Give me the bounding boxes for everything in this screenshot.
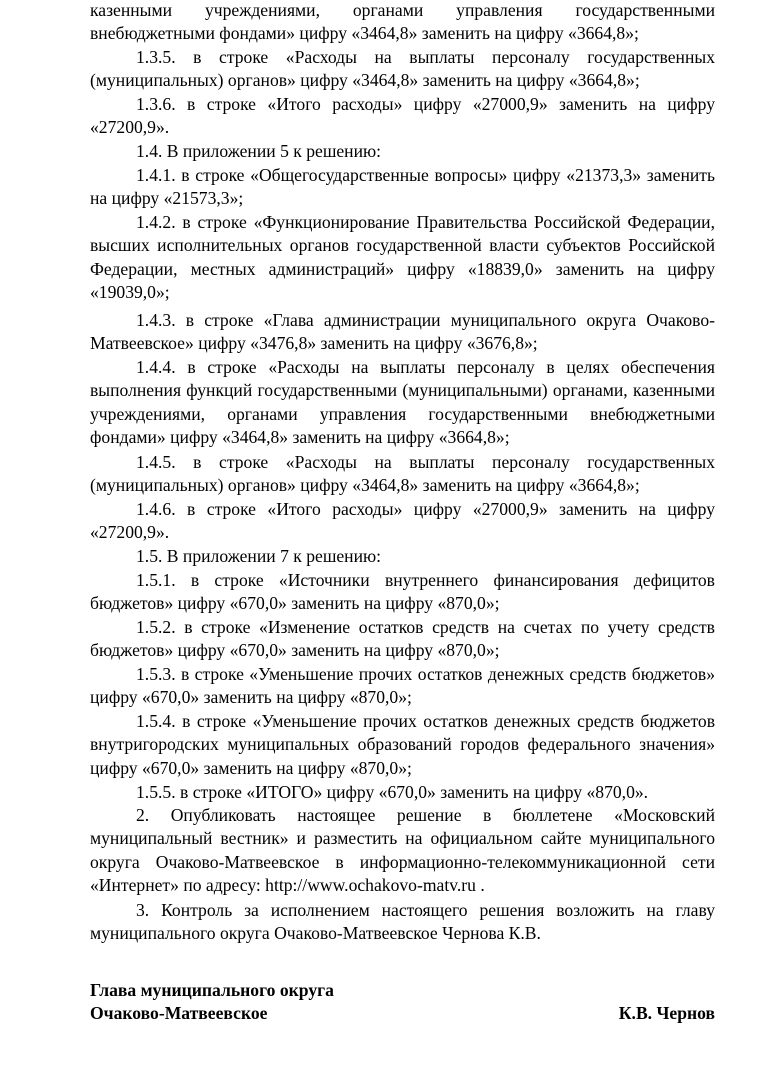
signature-name: К.В. Чернов [618, 1003, 715, 1024]
paragraph-1-5: 1.5. В приложении 7 к решению: [136, 546, 382, 566]
paragraph-1-5-2: 1.5.2. в строке «Изменение остатков средств на счетах по учету средств бюджетов» цифру «670,0» заменить на цифру «870,0»; [90, 617, 715, 661]
paragraph-2: 2. Опубликовать настоящее решение в бюллетене «Московский муниципальный вестник» и разместить на официальном сайте муниципального округа Очаково-Матвеевское в информационно-телекоммуникационной сети «Интернет» по адресу: http://www.ochakovo-matv.ru . [90, 805, 715, 896]
signature-block [90, 979, 715, 1026]
paragraph-1-3-5: 1.3.5. в строке «Расходы на выплаты персоналу государственных (муниципальных) органов» цифру «3464,8» заменить на цифру «3664,8»; [90, 47, 715, 91]
paragraph-1-5-1: 1.5.1. в строке «Источники внутреннего финансирования дефицитов бюджетов» цифру «670,0» заменить на цифру «870,0»; [90, 570, 715, 614]
paragraph-1-5-3: 1.5.3. в строке «Уменьшение прочих остатков денежных средств бюджетов» цифру «670,0» заменить на цифру «870,0»; [90, 664, 715, 708]
paragraph-1-4-1: 1.4.1. в строке «Общегосударственные вопросы» цифру «21373,3» заменить на цифру «21573,3»; [90, 165, 715, 209]
paragraph-1-4-5: 1.4.5. в строке «Расходы на выплаты персоналу государственных (муниципальных) органов» цифру «3464,8» заменить на цифру «3664,8»; [90, 452, 715, 496]
paragraph-1-4-2: 1.4.2. в строке «Функционирование Правительства Российской Федерации, высших исполнительных органов государственной власти субъектов Российской Федерации, местных администраций» цифру «18839,0» заменить на цифру «19039,0»; [90, 212, 715, 303]
paragraph-1-4-4: 1.4.4. в строке «Расходы на выплаты персоналу в целях обеспечения выполнения функций государственными (муниципальными) органами, казенными учреждениями, органами управления государственными внебюджетными фондами» цифру «3464,8» заменить на цифру «3664,8»; [90, 357, 715, 448]
paragraph-1-4-6: 1.4.6. в строке «Итого расходы» цифру «27000,9» заменить на цифру «27200,9». [90, 499, 715, 543]
paragraph-3: 3. Контроль за исполнением настоящего решения возложить на главу муниципального округа Очаково-Матвеевское Чернова К.В. [90, 900, 715, 944]
paragraph-continuation: казенными учреждениями, органами управления государственными внебюджетными фондами» цифру «3464,8» заменить на цифру «3664,8»; [90, 0, 715, 44]
paragraph-1-3-6: 1.3.6. в строке «Итого расходы» цифру «27000,9» заменить на цифру «27200,9». [90, 94, 715, 138]
signature-title-line1: Глава муниципального округа [90, 980, 334, 1000]
signature-title-line2: Очаково-Матвеевское [90, 1003, 268, 1024]
paragraph-1-4: 1.4. В приложении 5 к решению: [136, 141, 382, 161]
paragraph-1-5-4: 1.5.4. в строке «Уменьшение прочих остатков денежных средств бюджетов внутригородских муниципальных образований городов федерального значения» цифру «670,0» заменить на цифру «870,0»; [90, 711, 715, 778]
paragraph-1-5-5: 1.5.5. в строке «ИТОГО» цифру «670,0» заменить на цифру «870,0». [136, 782, 649, 802]
paragraph-1-4-3: 1.4.3. в строке «Глава администрации муниципального округа Очаково-Матвеевское» цифру «3476,8» заменить на цифру «3676,8»; [90, 310, 715, 354]
